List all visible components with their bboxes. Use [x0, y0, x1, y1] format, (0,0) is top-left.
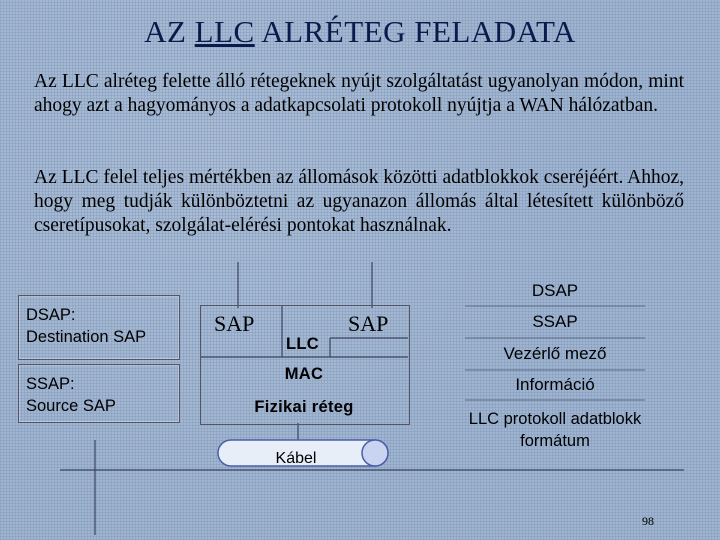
- paragraph-1: Az LLC alréteg felette álló rétegeknek nyújt szolgáltatást ugyanolyan módon, mint ahogy azt a hagyományos a adatkapcsolati protokoll nyújtja a WAN hálózatban.: [34, 71, 684, 116]
- title-prefix: AZ: [144, 14, 195, 49]
- ssap-term: SSAP:: [26, 375, 75, 393]
- ssap-meaning: Source SAP: [26, 397, 116, 415]
- format-caption: [440, 408, 670, 452]
- format-field-dsap: DSAP: [531, 281, 579, 300]
- cable-end-cap: [362, 440, 388, 466]
- llc-layer-label: LLC: [286, 335, 319, 353]
- dsap-meaning: Destination SAP: [26, 328, 147, 346]
- sap-left-label: SAP: [214, 311, 255, 336]
- sap-right-label: SAP: [348, 311, 389, 336]
- mac-layer-label: MAC: [284, 365, 324, 383]
- format-field-ssap: SSAP: [532, 312, 578, 331]
- format-field-control: Vezérlő mező: [503, 344, 607, 363]
- page-number: 98: [642, 514, 654, 528]
- title-suffix: ALRÉTEG FELADATA: [254, 14, 576, 49]
- paragraph-2: Az LLC felel teljes mértékben az állomások közötti adatblokkok cseréjéért. Ahhoz, hogy meg tudják különböztetni az ugyanazon állomás által létesített különböző cseretípusokat, szolgálat-elérési pontokat használnak.: [34, 167, 684, 236]
- format-caption-line1: LLC protokoll adatblokk: [468, 410, 642, 428]
- format-field-information: Információ: [515, 375, 595, 394]
- format-caption-line2: formátum: [520, 432, 590, 450]
- physical-layer-label: Fizikai réteg: [254, 398, 354, 416]
- dsap-term: DSAP:: [26, 306, 76, 324]
- cable-label: Kábel: [275, 450, 317, 467]
- title-underlined: LLC: [194, 14, 255, 49]
